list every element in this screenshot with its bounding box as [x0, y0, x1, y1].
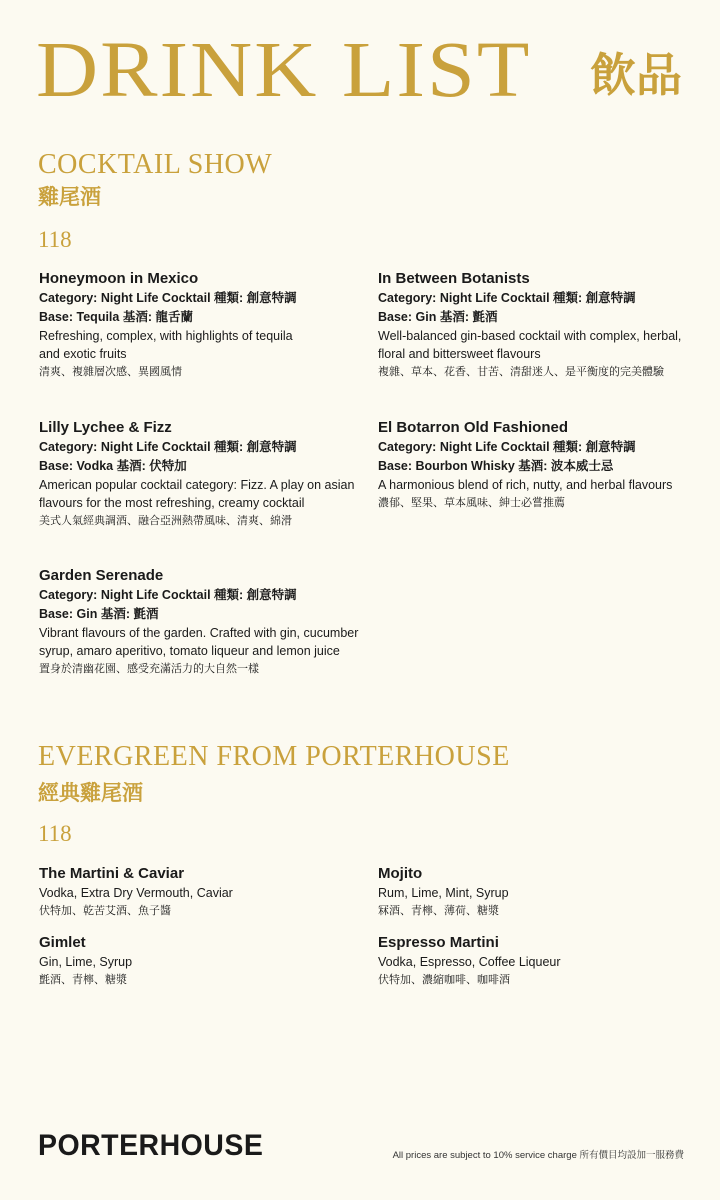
item-name: Honeymoon in Mexico: [39, 270, 199, 287]
item-description-zh: 美式人氣經典調酒、融合亞洲熱帶風味、清爽、綿滑: [39, 514, 292, 527]
item-description: flavours for the most refreshing, creamy cocktail: [39, 496, 305, 510]
item-description: Vibrant flavours of the garden. Crafted with gin, cucumber: [39, 626, 359, 640]
item-name: The Martini & Caviar: [39, 865, 185, 882]
item-description: Refreshing, complex, with highlights of tequila: [39, 329, 293, 343]
item-description-zh: 清爽、複雜層次感、異國風情: [39, 365, 182, 378]
item-name: Mojito: [378, 865, 423, 882]
item-category: Category: Night Life Cocktail 種類: 創意特調: [378, 440, 636, 454]
item-description: A harmonious blend of rich, nutty, and herbal flavours: [378, 478, 673, 492]
menu-item: [378, 418, 718, 512]
item-description-zh: 伏特加、濃縮咖啡、咖啡酒: [378, 973, 510, 986]
service-charge-note: All prices are subject to 10% service charge 所有價目均設加一服務費: [392, 1150, 684, 1161]
item-description: syrup, amaro aperitivo, tomato liqueur and lemon juice: [39, 644, 340, 658]
item-description-zh: 冧酒、青檸、薄荷、糖漿: [378, 904, 499, 917]
menu-item: [39, 864, 379, 920]
item-category: Category: Night Life Cocktail 種類: 創意特調: [39, 588, 297, 602]
page-title: DRINK LIST: [36, 25, 532, 114]
item-description: Vodka, Extra Dry Vermouth, Caviar: [39, 886, 233, 900]
item-description: floral and bittersweet flavours: [378, 347, 541, 361]
item-category: Category: Night Life Cocktail 種類: 創意特調: [378, 291, 636, 305]
item-base: Base: Tequila 基酒: 龍舌蘭: [39, 310, 193, 324]
item-description: Well-balanced gin-based cocktail with complex, herbal,: [378, 329, 682, 343]
item-name: Garden Serenade: [39, 567, 164, 584]
page-title-zh: 飲品: [590, 48, 682, 102]
item-description: Gin, Lime, Syrup: [39, 955, 133, 969]
item-description-zh: 伏特加、乾苦艾酒、魚子醬: [39, 904, 171, 917]
menu-item: [378, 933, 718, 989]
item-name: In Between Botanists: [378, 270, 530, 287]
item-base: Base: Gin 基酒: 氈酒: [39, 607, 159, 621]
item-name: El Botarron Old Fashioned: [378, 419, 569, 436]
item-description: Vodka, Espresso, Coffee Liqueur: [378, 955, 561, 969]
menu-item: [39, 566, 379, 678]
item-name: Espresso Martini: [378, 934, 499, 951]
section-title-evergreen: EVERGREEN FROM PORTERHOUSE: [38, 741, 510, 772]
section-title-cocktail-show: COCKTAIL SHOW: [38, 149, 273, 180]
item-description-zh: 濃郁、堅果、草本風味、紳士必嘗推薦: [378, 496, 565, 509]
item-base: Base: Bourbon Whisky 基酒: 波本威士忌: [378, 459, 614, 473]
menu-item: [39, 418, 379, 530]
item-description-zh: 置身於清幽花園、感受充滿活力的大自然一樣: [39, 662, 259, 675]
item-base: Base: Gin 基酒: 氈酒: [378, 310, 498, 324]
menu-item: [39, 269, 379, 381]
item-category: Category: Night Life Cocktail 種類: 創意特調: [39, 291, 297, 305]
item-description: Rum, Lime, Mint, Syrup: [378, 886, 509, 900]
item-name: Lilly Lychee & Fizz: [39, 419, 172, 436]
section-price-cocktail-show: 118: [38, 227, 72, 252]
item-name: Gimlet: [39, 934, 86, 951]
porterhouse-logo: PORTERHOUSE: [38, 1129, 264, 1162]
menu-item: [39, 933, 379, 989]
menu-item: [378, 864, 718, 920]
item-description-zh: 氈酒、青檸、糖漿: [39, 973, 127, 986]
section-title-evergreen-zh: 經典雞尾酒: [38, 781, 143, 805]
item-description: and exotic fruits: [39, 347, 127, 361]
item-description: American popular cocktail category: Fizz. A play on asian: [39, 478, 355, 492]
section-title-cocktail-show-zh: 雞尾酒: [38, 185, 101, 209]
item-description-zh: 複雜、草本、花香、甘苦、清甜迷人、是平衡度的完美體驗: [378, 365, 664, 378]
section-price-evergreen: 118: [38, 821, 72, 846]
item-base: Base: Vodka 基酒: 伏特加: [39, 459, 187, 473]
item-category: Category: Night Life Cocktail 種類: 創意特調: [39, 440, 297, 454]
menu-item: [378, 269, 718, 381]
